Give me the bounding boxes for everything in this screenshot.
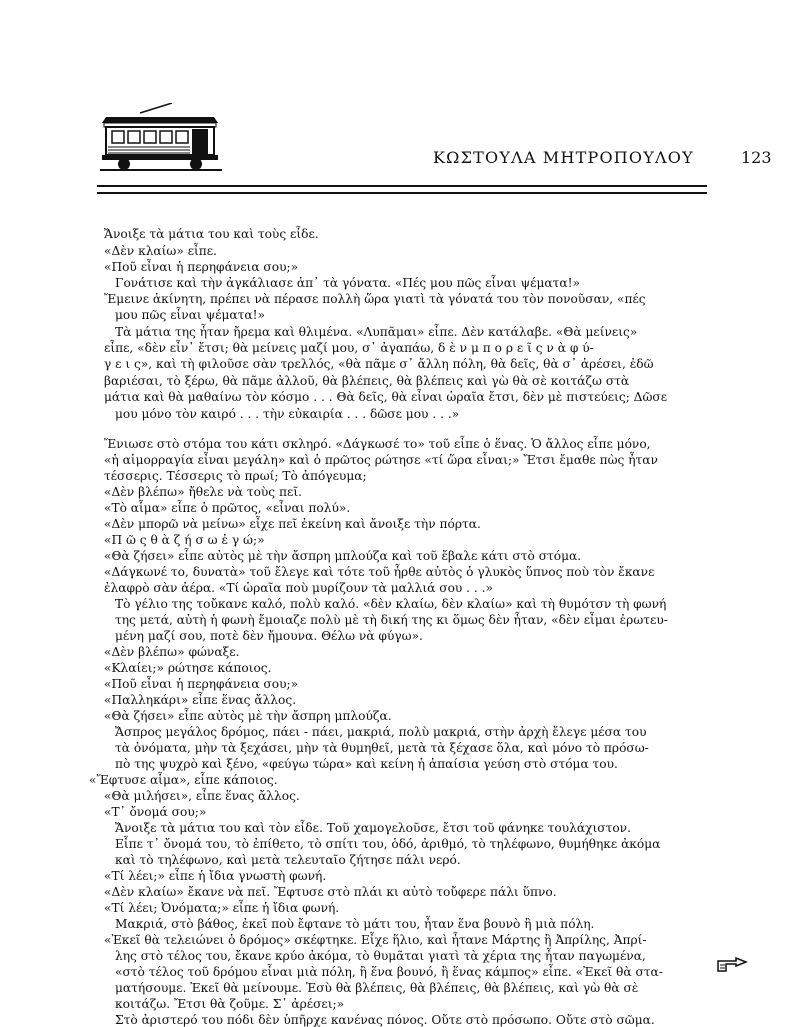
- text-line: ματήσουμε. Ἐκεῖ θὰ μείνουμε. Ἐσὺ θὰ βλέπεις, θὰ βλέπεις, θὰ βλέπεις, καὶ γὼ θὰ σὲ: [115, 981, 639, 995]
- text-line: μου μόνο τὸν καιρό . . . τὴν εὐκαιρία . . . δῶσε μου . . .»: [115, 407, 460, 421]
- page-number: 123: [741, 148, 772, 167]
- text-line: «Τί λέει;» εἶπε ἡ ἴδια γνωστὴ φωνή.: [104, 869, 327, 883]
- header-rule-top: [97, 185, 707, 187]
- text-line: «Ποῦ εἶναι ἡ περηφάνεια σου;»: [104, 260, 299, 274]
- text-line: Ἄνοιξε τὰ μάτια του καὶ τοὺς εἶδε.: [104, 227, 319, 241]
- text-line: «Π ῶ ς θ ὰ ζ ή σ ω ἐ γ ώ;»: [104, 533, 265, 547]
- text-line: Τὰ μάτια της ἦταν ἤρεμα καὶ θλιμένα. «Λυπᾶμαι» εἶπε. Δὲν κατάλαβε. «Θὰ μείνεις»: [115, 325, 638, 339]
- page-header: [0, 0, 797, 200]
- text-line: λης στὸ τέλος του, ἔκανε κρύο ἀκόμα, τὸ θυμᾶται γιατὶ τὰ χέρια της ἦταν παγωμένα,: [115, 949, 646, 963]
- text-line: «Δάγκωνέ το, δυνατὰ» τοῦ ἔλεγε καὶ τότε τοῦ ἦρθε αὐτὸς ὁ γλυκὸς ὕπνος ποὺ τὸν ἔκανε: [104, 565, 655, 579]
- running-head-author: ΚΩΣΤΟΥΛΑ ΜΗΤΡΟΠΟΥΛΟΥ: [433, 148, 694, 167]
- text-line: Στὸ ἀριστερό του πόδι δὲν ὑπῆρχε κανένας πόνος. Οὔτε στὸ πρόσωπο. Οὔτε στὸ σῶμα.: [115, 1013, 655, 1027]
- text-line: Εἶπε τ᾿ ὄνομά του, τὸ ἐπίθετο, τὸ σπίτι του, ὁδό, ἀριθμό, τὸ τηλέφωνο, θυμήθηκε ἀκόμα: [115, 837, 661, 851]
- text-line: μάτια καὶ θὰ μαθαίνω τὸν κόσμο . . . Θὰ δεῖς, θὰ εἶναι ὡραῖα ἔτσι, δὲν μὲ πιστεύεις; Δῶσε: [104, 390, 668, 404]
- text-line: «Δὲν βλέπω» φώναξε.: [104, 645, 240, 659]
- text-line: «ἡ αἱμορραγία εἶναι μεγάλη» καὶ ὁ πρῶτος ρώτησε «τί ὥρα εἶναι;» Ἔτσι ἔμαθε πὼς ἦταν: [104, 453, 658, 467]
- text-line: Ἔνιωσε στὸ στόμα του κάτι σκληρό. «Δάγκωσέ το» τοῦ εἶπε ὁ ἕνας. Ὁ ἄλλος εἶπε μόνο,: [104, 437, 651, 451]
- text-line: «Δὲν κλαίω» ἔκανε νὰ πεῖ. Ἔφτυσε στὸ πλάι κι αὐτὸ τοὔφερε πάλι ὕπνο.: [104, 885, 557, 899]
- text-line: τέσσερις. Τέσσερις τὸ πρωί; Τὸ ἀπόγευμα;: [104, 469, 367, 483]
- text-line: Ἔμεινε ἀκίνητη, πρέπει νὰ πέρασε πολλὴ ὥρα γιατὶ τὰ γόνατά του τὸν πονοῦσαν, «πές: [104, 292, 646, 306]
- text-line: «Ἔφτυσε αἷμα», εἶπε κάποιος.: [89, 773, 278, 787]
- header-rule-bottom: [97, 192, 707, 194]
- text-line: πὸ της ψυχρὸ καὶ ξένο, «φεύγω τώρα» καὶ κείνη ἡ ἀπαίσια γεύση στὸ στόμα του.: [115, 757, 618, 771]
- text-line: Γονάτισε καὶ τὴν ἀγκάλιασε ἀπ᾿ τὰ γόνατα. «Πές μου πῶς εἶναι ψέματα!»: [115, 276, 580, 290]
- text-line: ἐλαφρὸ σὰν ἀέρα. «Τί ὡραῖα ποὺ μυρίζουν τὰ μαλλιά σου . . .»: [104, 581, 494, 595]
- text-line: «Δὲν βλέπω» ἤθελε νὰ τοὺς πεῖ.: [104, 485, 302, 499]
- text-line: «Ἐκεῖ θὰ τελειώνει ὁ δρόμος» σκέφτηκε. Εἶχε ἥλιο, καὶ ἦτανε Μάρτης ἢ Ἀπρίλης, Ἀπρί-: [104, 933, 647, 947]
- text-line: «Δὲν μπορῶ νὰ μείνω» εἶχε πεῖ ἐκείνη καὶ ἄνοιξε τὴν πόρτα.: [104, 517, 481, 531]
- text-line: «Κλαίει;» ρώτησε κάποιος.: [104, 661, 272, 675]
- text-line: γ ε ι ς», καὶ τὴ φιλοῦσε σὰν τρελλός, «θὰ πᾶμε σ᾿ ἄλλη πόλη, θὰ δεῖς, θὰ σ᾿ ἀρέσει, ἐδῶ: [104, 357, 654, 371]
- text-line: «Θὰ ζήσει» εἶπε αὐτὸς μὲ τὴν ἄσπρη μπλούζα.: [104, 709, 392, 723]
- text-line: «στὸ τέλος τοῦ δρόμου εἶναι μιὰ πόλη, ἢ ἕνα βουνό, ἢ ἕνας κάμπος» εἶπε. «Ἐκεῖ θὰ στα-: [115, 965, 663, 979]
- text-line: Τὸ γέλιο της τοὔκανε καλό, πολὺ καλό. «δὲν κλαίω, δὲν κλαίω» καὶ τὴ θυμότσν τὴ φωνή: [115, 597, 667, 611]
- text-line: «Τί λέει; Ὀνόματα;» εἶπε ἡ ἴδια φωνή.: [104, 901, 340, 915]
- tram-illustration-icon: [100, 103, 222, 173]
- text-line: μένη μαζί σου, ποτὲ δὲν ἤμουνα. Θέλω νὰ φύγω».: [115, 629, 423, 643]
- text-line: «Τ᾿ ὄνομά σου;»: [104, 805, 207, 819]
- text-line: εἶπε, «δὲν εἶν᾿ ἔτσι; θὰ μείνεις μαζί μου, σ᾿ ἀγαπάω, δ ὲ ν μ π ο ρ ε ῖ ς ν ὰ φ ύ-: [104, 341, 594, 355]
- text-line: Μακριά, στὸ βάθος, ἐκεῖ ποὺ ἔφτανε τὸ μάτι του, ἦταν ἕνα βουνὸ ἢ μιὰ πόλη.: [115, 917, 595, 931]
- text-line: τὰ ὀνόματα, μὴν τὰ ξεχάσει, μὴν τὰ θυμηθεῖ, μετὰ τὰ ξέχασε ὅλα, καὶ μόνο τὸ πρόσω-: [115, 741, 649, 755]
- text-line: «Θὰ μιλήσει», εἶπε ἕνας ἄλλος.: [104, 789, 300, 803]
- text-line: κοιτάζω. Ἔτσι θὰ ζοῦμε. Σ᾿ ἀρέσει;»: [115, 997, 345, 1011]
- text-line: «Θὰ ζήσει» εἶπε αὐτὸς μὲ τὴν ἄσπρη μπλούζα καὶ τοῦ ἔβαλε κάτι στὸ στόμα.: [104, 549, 582, 563]
- text-line: «Ποῦ εἶναι ἡ περηφάνεια σου;»: [104, 677, 299, 691]
- text-line: Ἄνοιξε τὰ μάτια του καὶ τὸν εἶδε. Τοῦ χαμογελοῦσε, ἔτσι τοῦ φάνηκε τουλάχιστον.: [115, 821, 631, 835]
- text-line: «Παλληκάρι» εἶπε ἕνας ἄλλος.: [104, 693, 297, 707]
- text-line: της μετά, αὐτὴ ἡ φωνὴ ἔμοιαζε πολὺ μὲ τὴ δική της κι ὅμως δὲν ἦταν, «δὲν εἶμαι ἐρωτευ-: [115, 613, 668, 627]
- pointing-hand-icon: [716, 953, 748, 975]
- text-line: βαριέσαι, τὸ ξέρω, θὰ πᾶμε ἀλλοῦ, θὰ βλέπεις, θὰ βλέπεις καὶ γὼ θὰ σὲ κοιτάζω στὰ: [104, 374, 630, 388]
- text-line: καὶ τὸ τηλέφωνο, καὶ μετὰ τελευταῖο ζήτησε πάλι νερό.: [115, 853, 461, 867]
- text-line: Ἄσπρος μεγάλος δρόμος, πάει - πάει, μακριά, πολὺ μακριά, στὴν ἀρχὴ ἔλεγε μέσα του: [115, 725, 647, 739]
- text-line: «Τὸ αἷμα» εἶπε ὁ πρῶτος, «εἶναι πολύ».: [104, 501, 351, 515]
- text-line: μου πῶς εἶναι ψέματα!»: [115, 308, 265, 322]
- text-line: «Δὲν κλαίω» εἶπε.: [104, 244, 217, 258]
